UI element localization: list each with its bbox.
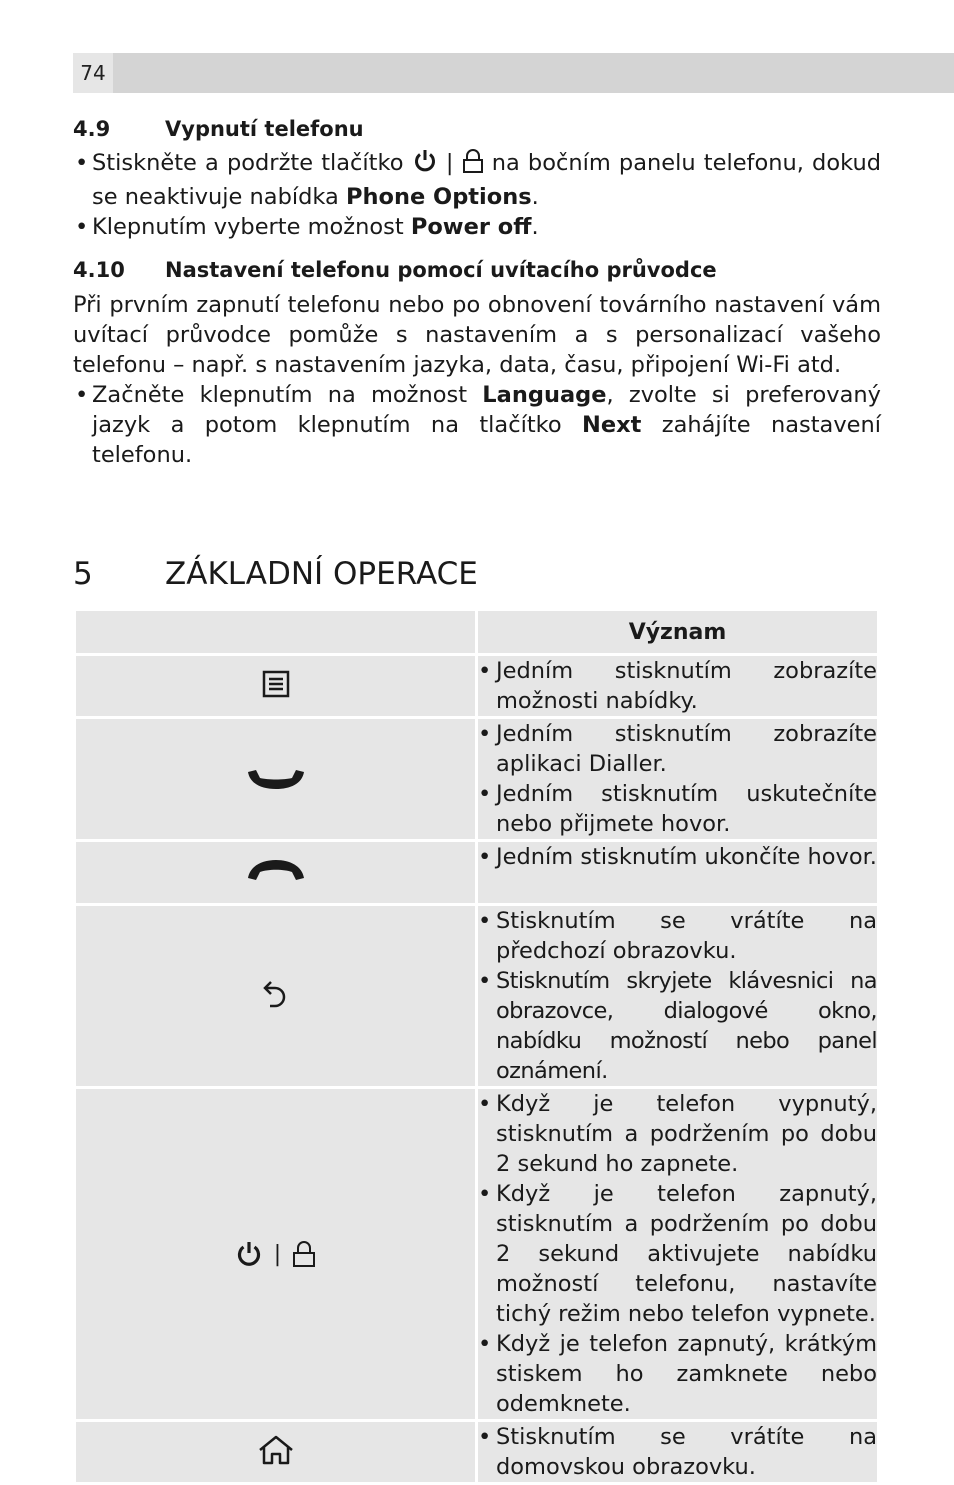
- table-row: [76, 906, 877, 1086]
- power-icon: [235, 1244, 268, 1263]
- list-item: • Když je telefon vypnutý, stisknutím a podržením po dobu 2 sekund ho zapnete.: [478, 1089, 877, 1179]
- lock-icon: [462, 148, 484, 182]
- section-title: Nastavení telefonu pomocí uvítacího průvodce: [165, 258, 717, 282]
- list-item: • Jedním stisknutím uskutečníte nebo přijmete hovor.: [478, 779, 877, 839]
- list-item: • Jedním stisknutím ukončíte hovor.: [478, 842, 877, 872]
- list-item: • Klepnutím vyberte možnost Power off.: [73, 212, 881, 242]
- header-bar: [73, 53, 954, 93]
- call-icon: [244, 777, 308, 796]
- list-item: • Stisknutím se vrátíte na předchozí obrazovku.: [478, 906, 877, 966]
- table-row: [76, 842, 877, 903]
- lock-icon: [292, 1244, 316, 1263]
- end-call-icon: [244, 871, 308, 890]
- section-title: Vypnutí telefonu: [165, 117, 364, 141]
- list-item: • Začněte klepnutím na možnost Language, zvolte si preferovaný jazyk a potom klepnutím na tlačítko Next zahájíte nastavení telefonu.: [73, 380, 881, 470]
- section-number: 4.9: [73, 117, 111, 141]
- power-icon: [412, 148, 438, 182]
- page-number: 74: [73, 53, 113, 93]
- list-item: • Jedním stisknutím zobrazíte možnosti nabídky.: [478, 656, 877, 716]
- chapter-heading: [73, 554, 478, 594]
- table-row: [76, 719, 877, 839]
- meaning-column-header: Význam: [478, 611, 877, 653]
- chapter-number: 5: [73, 556, 93, 592]
- section-heading-4-10: [73, 256, 717, 284]
- paragraph: Při prvním zapnutí telefonu nebo po obnovení továrního nastavení vám uvítací průvodce pomůže s nastavením a s personalizací vašeho telefonu – např. s nastavením jazyka, data, času, připojení Wi-Fi atd.: [73, 292, 881, 378]
- list-item: • Když je telefon zapnutý, krátkým stiskem ho zamknete nebo odemknete.: [478, 1329, 877, 1419]
- table-row: [76, 656, 877, 716]
- section-heading-4-9: [73, 115, 364, 143]
- section-4-9-body: [73, 148, 881, 242]
- list-item: • Když je telefon zapnutý, stisknutím a podržením po dobu 2 sekund aktivujete nabídku možností telefonu, nastavíte tichý režim nebo telefon vypnete.: [478, 1179, 877, 1329]
- list-item: • Stisknutím se vrátíte na domovskou obrazovku.: [478, 1422, 877, 1482]
- icon-column-header: [76, 611, 475, 653]
- list-item: • Stiskněte a podržte tlačítko | na bočním panelu telefonu, dokud se neaktivuje nabídka Phone Options.: [73, 148, 881, 212]
- section-number: 4.10: [73, 258, 125, 282]
- list-item: • Jedním stisknutím zobrazíte aplikaci Dialler.: [478, 719, 877, 779]
- separator: |: [273, 1241, 282, 1267]
- chapter-title: ZÁKLADNÍ OPERACE: [165, 556, 478, 592]
- section-4-10-body: [73, 290, 881, 470]
- table-row: [76, 1089, 877, 1419]
- list-item: • Stisknutím skryjete klávesnici na obrazovce, dialogové okno, nabídku možností nebo panel oznámení.: [478, 966, 877, 1086]
- back-icon: [261, 999, 291, 1018]
- table-header-row: [76, 611, 877, 653]
- home-icon: [256, 1451, 296, 1470]
- table-row: [76, 1422, 877, 1482]
- operations-table: [73, 608, 880, 1485]
- menu-icon: [261, 683, 291, 702]
